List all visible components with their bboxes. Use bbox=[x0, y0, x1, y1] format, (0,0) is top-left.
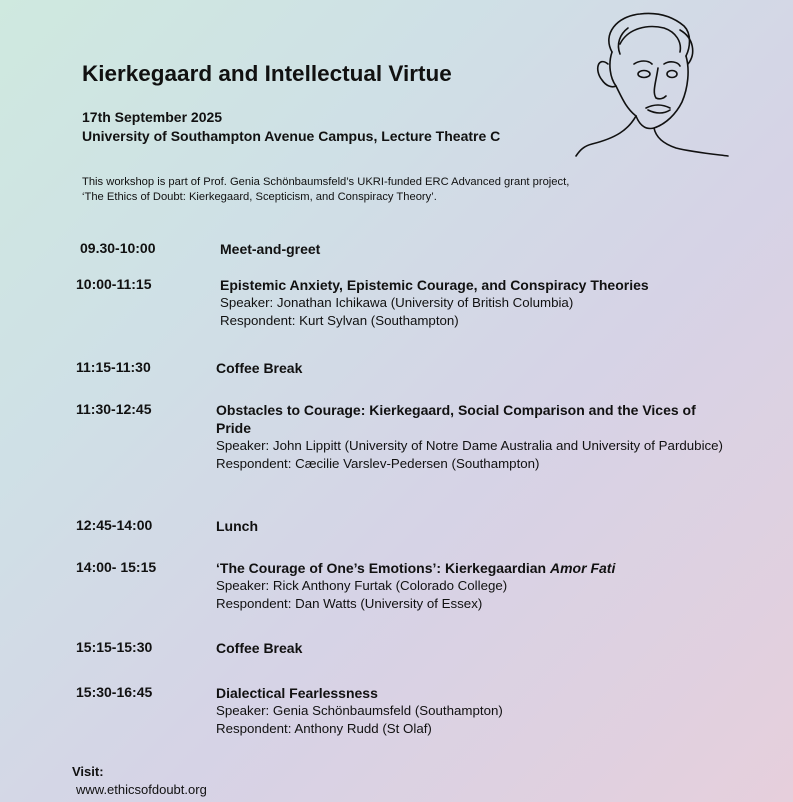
intro-line: This workshop is part of Prof. Genia Schönbaumsfeld’s UKRI-funded ERC Advanced grant project, bbox=[82, 176, 570, 188]
slot-title: Obstacles to Courage: Kierkegaard, Social Comparison and the Vices of Pride bbox=[216, 402, 696, 436]
intro-line: ‘The Ethics of Doubt: Kierkegaard, Scepticism, and Conspiracy Theory’. bbox=[82, 191, 437, 203]
slot-speaker: Speaker: Jonathan Ichikawa (University of British Columbia) bbox=[220, 295, 574, 310]
slot-title: Epistemic Anxiety, Epistemic Courage, and Conspiracy Theories bbox=[220, 277, 649, 293]
slot-respondent: Respondent: Dan Watts (University of Essex) bbox=[216, 596, 483, 611]
slot-title: Meet-and-greet bbox=[220, 241, 321, 257]
slot-time: 15:30-16:45 bbox=[76, 684, 153, 700]
slot-title: Coffee Break bbox=[216, 640, 303, 656]
visit-label: Visit: bbox=[72, 764, 104, 779]
page-title: Kierkegaard and Intellectual Virtue bbox=[82, 61, 452, 86]
slot-title-text: ‘The Courage of One’s Emotions’: Kierkegaardian bbox=[216, 560, 550, 576]
event-date: 17th September 2025 bbox=[82, 109, 223, 125]
slot-respondent: Respondent: Cæcilie Varslev-Pedersen (Southampton) bbox=[216, 456, 540, 471]
event-venue: University of Southampton Avenue Campus, Lecture Theatre C bbox=[82, 128, 501, 144]
slot-title: Dialectical Fearlessness bbox=[216, 685, 378, 701]
slot-title-italic: Amor Fati bbox=[550, 560, 616, 576]
slot-time: 10:00-11:15 bbox=[76, 276, 152, 292]
slot-time: 15:15-15:30 bbox=[76, 639, 153, 655]
website-link[interactable]: www.ethicsofdoubt.org bbox=[76, 782, 207, 797]
slot-speaker: Speaker: John Lippitt (University of Notre Dame Australia and University of Pardubice) bbox=[216, 438, 723, 453]
slot-respondent: Respondent: Kurt Sylvan (Southampton) bbox=[220, 313, 459, 328]
slot-time: 14:00- 15:15 bbox=[76, 559, 157, 575]
workshop-intro bbox=[82, 175, 722, 205]
slot-respondent: Respondent: Anthony Rudd (St Olaf) bbox=[216, 721, 432, 736]
slot-time: 11:30-12:45 bbox=[76, 401, 152, 417]
slot-title bbox=[216, 559, 736, 577]
slot-time: 09.30-10:00 bbox=[80, 240, 156, 256]
slot-time: 12:45-14:00 bbox=[76, 517, 153, 533]
slot-speaker: Speaker: Genia Schönbaumsfeld (Southampton) bbox=[216, 703, 503, 718]
slot-time: 11:15-11:30 bbox=[76, 359, 151, 375]
slot-speaker: Speaker: Rick Anthony Furtak (Colorado College) bbox=[216, 578, 508, 593]
portrait-line-drawing bbox=[572, 4, 732, 164]
slot-title: Lunch bbox=[216, 518, 258, 534]
slot-title: Coffee Break bbox=[216, 360, 303, 376]
